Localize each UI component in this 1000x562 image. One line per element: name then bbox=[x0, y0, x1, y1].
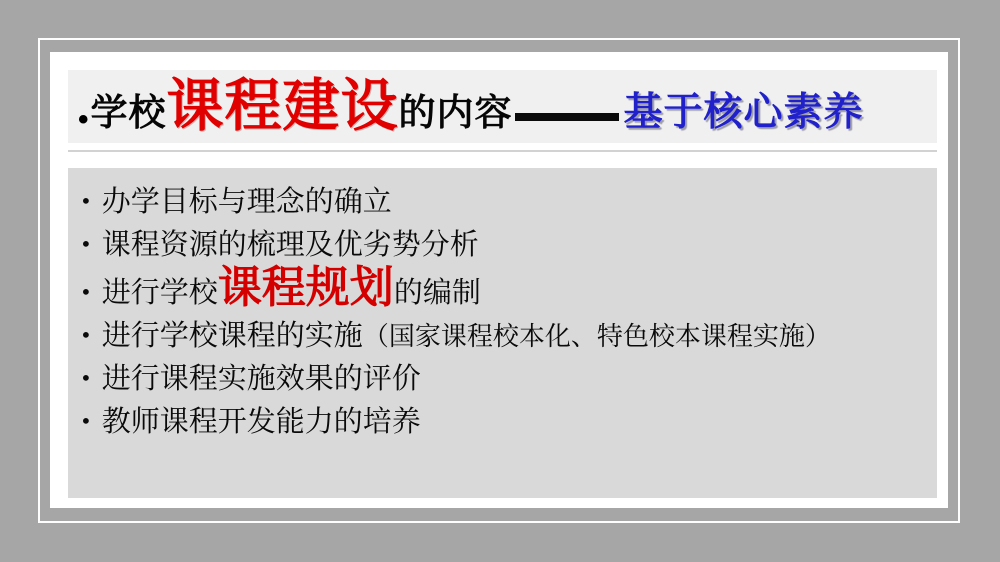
bullet-marker: • bbox=[80, 322, 92, 347]
bullet-text: 进行课程实施效果的评价 bbox=[101, 360, 421, 395]
list-item-goals bbox=[80, 180, 931, 223]
title-part1: 学校 bbox=[90, 91, 167, 133]
bullet-text: 课程资源的梳理及优劣势分析 bbox=[101, 226, 479, 261]
em-dash bbox=[515, 113, 619, 121]
bullet-marker: • bbox=[80, 408, 92, 433]
title-highlight: 课程建设 bbox=[166, 73, 399, 138]
bullet-text-pre: 进行学校 bbox=[101, 274, 218, 309]
bullet-text: 办学目标与理念的确立 bbox=[101, 184, 392, 218]
list-item-evaluation bbox=[80, 357, 931, 400]
bullet-text: 教师课程开发能力的培养 bbox=[101, 403, 421, 438]
divider-line bbox=[68, 150, 937, 152]
bullet-marker: • bbox=[80, 365, 92, 390]
list-item-teacher-development bbox=[80, 400, 931, 443]
content-panel bbox=[68, 168, 937, 498]
title-bar bbox=[68, 70, 937, 143]
title-accent: 基于核心素养 bbox=[623, 90, 864, 134]
bullet-text-post: 的编制 bbox=[393, 274, 481, 309]
bullet-marker: • bbox=[80, 189, 92, 213]
bullet-text-highlight: 课程规划 bbox=[217, 261, 394, 313]
title-part2: 的内容 bbox=[398, 91, 513, 133]
title-bullet: • bbox=[78, 103, 89, 137]
list-item-implementation bbox=[80, 314, 931, 357]
list-item-planning bbox=[80, 261, 931, 314]
bullet-marker: • bbox=[80, 231, 92, 256]
slide-title bbox=[68, 73, 864, 138]
bullet-marker: • bbox=[80, 279, 92, 304]
bullet-text-paren: （国家课程校本化、特色校本课程实施） bbox=[362, 321, 831, 352]
bullet-text-main: 进行学校课程的实施 bbox=[101, 317, 363, 352]
bullet-list bbox=[80, 180, 931, 442]
slide bbox=[50, 52, 948, 508]
list-item-resources bbox=[80, 223, 931, 266]
